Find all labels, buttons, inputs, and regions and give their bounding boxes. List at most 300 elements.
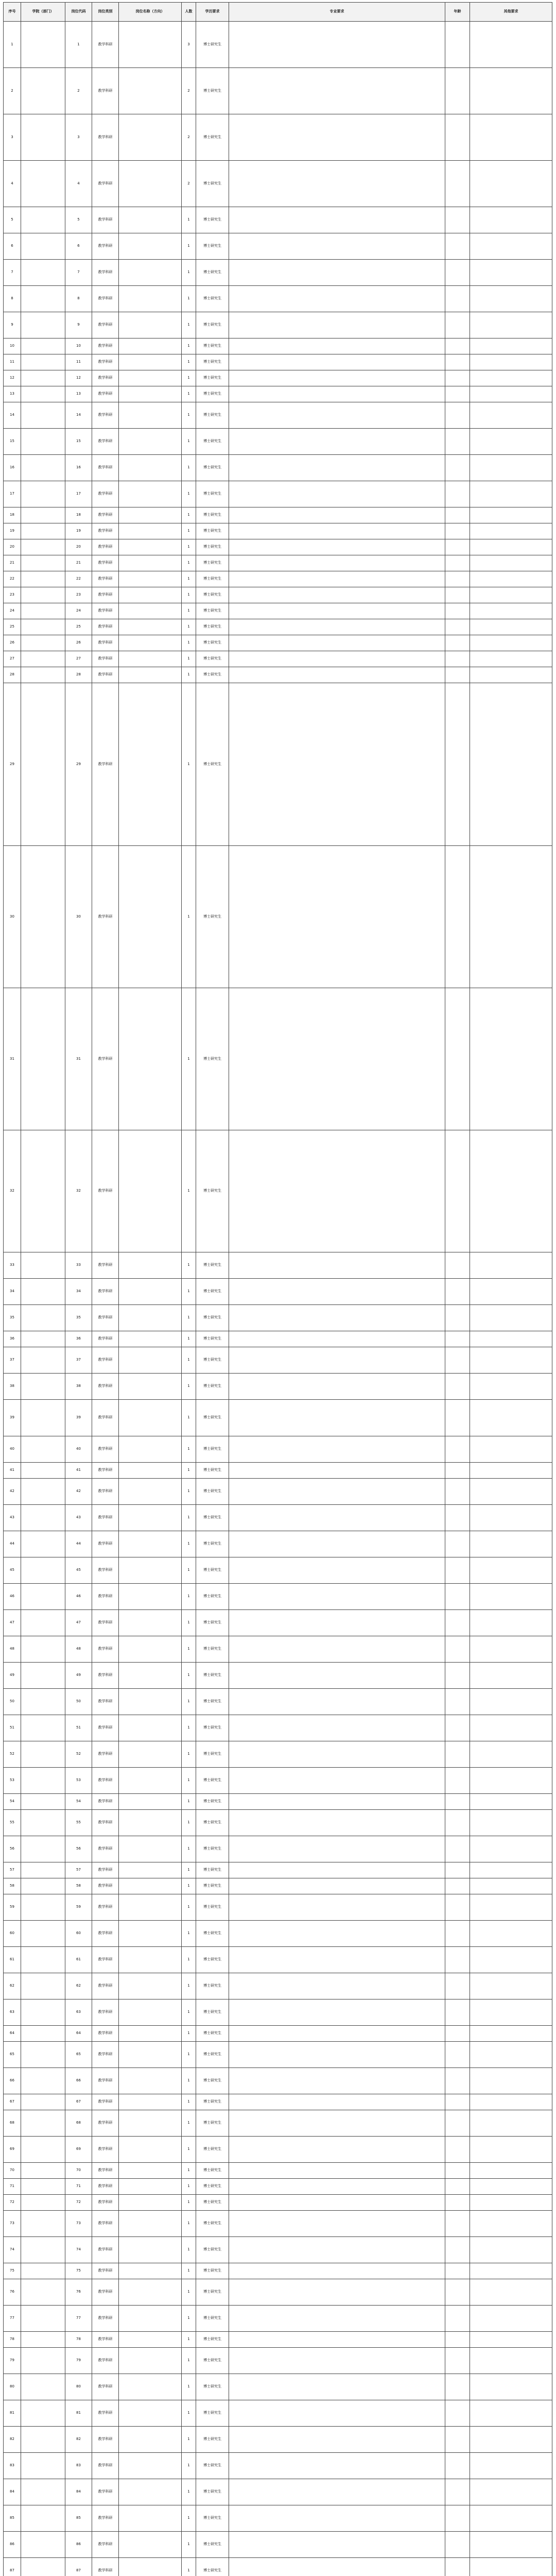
table-row	[4, 2427, 552, 2453]
cell-post-code: 79	[65, 2348, 92, 2374]
table-row	[4, 2332, 552, 2348]
table-row	[4, 2400, 552, 2427]
cell-post-code: 83	[65, 2453, 92, 2479]
table-row	[4, 1810, 552, 1836]
cell-major	[229, 2263, 445, 2279]
cell-college	[21, 161, 65, 207]
cell-college	[21, 2505, 65, 2532]
cell-post-code: 80	[65, 2374, 92, 2400]
cell-college	[21, 2348, 65, 2374]
cell-post-code: 81	[65, 2400, 92, 2427]
cell-post-type: 教学科研	[92, 114, 119, 161]
cell-age	[445, 370, 470, 386]
cell-college	[21, 114, 65, 161]
cell-post-code: 76	[65, 2279, 92, 2306]
table-row	[4, 260, 552, 286]
cell-count: 1	[182, 1331, 196, 1347]
cell-education: 博士研究生	[196, 507, 229, 523]
cell-college	[21, 1921, 65, 1947]
cell-seq: 73	[4, 2211, 21, 2237]
cell-post-code: 45	[65, 1557, 92, 1584]
cell-count: 1	[182, 2042, 196, 2068]
cell-post-code: 53	[65, 1768, 92, 1794]
cell-major	[229, 2400, 445, 2427]
table-row	[4, 233, 552, 260]
cell-age	[445, 683, 470, 846]
cell-seq: 9	[4, 312, 21, 338]
table-row	[4, 1279, 552, 1305]
cell-education: 博士研究生	[196, 312, 229, 338]
cell-age	[445, 988, 470, 1130]
cell-post-type: 教学科研	[92, 161, 119, 207]
table-row	[4, 2068, 552, 2094]
cell-college	[21, 2179, 65, 2195]
cell-post-code: 70	[65, 2163, 92, 2179]
cell-post-code: 34	[65, 1279, 92, 1305]
cell-college	[21, 2068, 65, 2094]
cell-post-code: 15	[65, 429, 92, 455]
cell-post-code: 5	[65, 207, 92, 233]
cell-post-code: 49	[65, 1663, 92, 1689]
cell-seq: 35	[4, 1305, 21, 1331]
cell-other	[470, 68, 552, 114]
cell-post-name	[119, 1810, 182, 1836]
cell-major	[229, 2026, 445, 2042]
cell-count: 1	[182, 1878, 196, 1894]
cell-education: 博士研究生	[196, 2179, 229, 2195]
table-row	[4, 667, 552, 683]
cell-age	[445, 2505, 470, 2532]
cell-other	[470, 2400, 552, 2427]
cell-other	[470, 2110, 552, 2137]
cell-age	[445, 846, 470, 988]
cell-count: 1	[182, 507, 196, 523]
table-header-row	[4, 3, 552, 22]
cell-count: 1	[182, 571, 196, 587]
cell-count: 2	[182, 161, 196, 207]
cell-major	[229, 338, 445, 354]
cell-seq: 87	[4, 2558, 21, 2576]
cell-post-type: 教学科研	[92, 2332, 119, 2348]
cell-other	[470, 1130, 552, 1252]
cell-seq: 36	[4, 1331, 21, 1347]
cell-age	[445, 2110, 470, 2137]
table-row	[4, 1463, 552, 1479]
header-major: 专业要求	[229, 3, 445, 22]
cell-post-name	[119, 587, 182, 603]
cell-age	[445, 161, 470, 207]
cell-college	[21, 2427, 65, 2453]
cell-seq: 23	[4, 587, 21, 603]
cell-count: 1	[182, 619, 196, 635]
cell-count: 1	[182, 1894, 196, 1921]
cell-education: 博士研究生	[196, 286, 229, 312]
cell-count: 1	[182, 2505, 196, 2532]
cell-age	[445, 1663, 470, 1689]
cell-post-code: 48	[65, 1636, 92, 1663]
table-row	[4, 2110, 552, 2137]
cell-college	[21, 2306, 65, 2332]
cell-seq: 83	[4, 2453, 21, 2479]
cell-seq: 70	[4, 2163, 21, 2179]
cell-age	[445, 1636, 470, 1663]
cell-post-code: 65	[65, 2042, 92, 2068]
table-row	[4, 2263, 552, 2279]
cell-age	[445, 260, 470, 286]
cell-count: 1	[182, 1531, 196, 1557]
cell-post-name	[119, 1794, 182, 1810]
cell-post-name	[119, 1741, 182, 1768]
cell-seq: 28	[4, 667, 21, 683]
cell-post-name	[119, 1531, 182, 1557]
cell-college	[21, 651, 65, 667]
cell-seq: 38	[4, 1374, 21, 1400]
cell-education: 博士研究生	[196, 68, 229, 114]
cell-age	[445, 2068, 470, 2094]
cell-major	[229, 1741, 445, 1768]
cell-count: 1	[182, 1479, 196, 1505]
cell-post-name	[119, 2163, 182, 2179]
cell-seq: 10	[4, 338, 21, 354]
cell-age	[445, 386, 470, 402]
cell-count: 1	[182, 988, 196, 1130]
cell-education: 博士研究生	[196, 2400, 229, 2427]
cell-education: 博士研究生	[196, 1689, 229, 1715]
cell-post-name	[119, 1663, 182, 1689]
cell-other	[470, 429, 552, 455]
cell-education: 博士研究生	[196, 1836, 229, 1862]
cell-age	[445, 619, 470, 635]
cell-seq: 76	[4, 2279, 21, 2306]
cell-post-type: 教学科研	[92, 571, 119, 587]
cell-seq: 75	[4, 2263, 21, 2279]
cell-major	[229, 161, 445, 207]
cell-education: 博士研究生	[196, 2332, 229, 2348]
table-row	[4, 2094, 552, 2110]
cell-post-type: 教学科研	[92, 2237, 119, 2263]
cell-post-name	[119, 1374, 182, 1400]
cell-college	[21, 988, 65, 1130]
cell-education: 博士研究生	[196, 161, 229, 207]
cell-post-code: 17	[65, 481, 92, 507]
cell-seq: 44	[4, 1531, 21, 1557]
cell-major	[229, 846, 445, 988]
cell-post-type: 教学科研	[92, 455, 119, 481]
cell-post-code: 85	[65, 2505, 92, 2532]
cell-age	[445, 1130, 470, 1252]
table-body	[4, 22, 552, 2576]
cell-other	[470, 22, 552, 68]
cell-other	[470, 571, 552, 587]
cell-education: 博士研究生	[196, 2279, 229, 2306]
cell-age	[445, 1999, 470, 2026]
cell-age	[445, 2558, 470, 2576]
cell-other	[470, 1636, 552, 1663]
cell-count: 1	[182, 2237, 196, 2263]
cell-other	[470, 1305, 552, 1331]
cell-college	[21, 312, 65, 338]
cell-other	[470, 1610, 552, 1636]
cell-post-code: 19	[65, 523, 92, 539]
cell-seq: 58	[4, 1878, 21, 1894]
cell-other	[470, 1794, 552, 1810]
cell-seq: 21	[4, 555, 21, 571]
cell-post-name	[119, 2137, 182, 2163]
cell-seq: 62	[4, 1973, 21, 1999]
cell-post-name	[119, 1400, 182, 1436]
cell-post-type: 教学科研	[92, 603, 119, 619]
cell-post-type: 教学科研	[92, 481, 119, 507]
cell-other	[470, 1400, 552, 1436]
cell-post-name	[119, 2110, 182, 2137]
cell-age	[445, 1921, 470, 1947]
cell-major	[229, 286, 445, 312]
cell-seq: 72	[4, 2195, 21, 2211]
cell-education: 博士研究生	[196, 1400, 229, 1436]
cell-post-name	[119, 1505, 182, 1531]
cell-post-name	[119, 683, 182, 846]
cell-count: 1	[182, 1663, 196, 1689]
cell-post-type: 教学科研	[92, 2211, 119, 2237]
cell-education: 博士研究生	[196, 338, 229, 354]
cell-seq: 53	[4, 1768, 21, 1794]
cell-post-type: 教学科研	[92, 1436, 119, 1463]
table-row	[4, 1768, 552, 1794]
cell-post-code: 1	[65, 22, 92, 68]
cell-major	[229, 370, 445, 386]
cell-count: 1	[182, 2195, 196, 2211]
cell-seq: 85	[4, 2505, 21, 2532]
cell-education: 博士研究生	[196, 2263, 229, 2279]
cell-major	[229, 2479, 445, 2505]
table-row	[4, 539, 552, 555]
cell-education: 博士研究生	[196, 2068, 229, 2094]
cell-education: 博士研究生	[196, 523, 229, 539]
cell-age	[445, 2163, 470, 2179]
cell-other	[470, 1973, 552, 1999]
cell-post-code: 11	[65, 354, 92, 370]
cell-post-code: 47	[65, 1610, 92, 1636]
cell-major	[229, 1794, 445, 1810]
cell-count: 1	[182, 1636, 196, 1663]
cell-other	[470, 1921, 552, 1947]
cell-major	[229, 507, 445, 523]
cell-age	[445, 539, 470, 555]
table-row	[4, 846, 552, 988]
cell-college	[21, 286, 65, 312]
cell-post-type: 教学科研	[92, 1252, 119, 1279]
cell-age	[445, 233, 470, 260]
table-row	[4, 1610, 552, 1636]
cell-age	[445, 1878, 470, 1894]
cell-age	[445, 555, 470, 571]
cell-seq: 25	[4, 619, 21, 635]
cell-post-type: 教学科研	[92, 386, 119, 402]
cell-age	[445, 635, 470, 651]
cell-other	[470, 2279, 552, 2306]
cell-other	[470, 2263, 552, 2279]
cell-education: 博士研究生	[196, 846, 229, 988]
cell-age	[445, 1479, 470, 1505]
cell-college	[21, 1584, 65, 1610]
cell-post-type: 教学科研	[92, 1584, 119, 1610]
cell-count: 1	[182, 2427, 196, 2453]
cell-age	[445, 507, 470, 523]
cell-post-code: 52	[65, 1741, 92, 1768]
cell-post-code: 4	[65, 161, 92, 207]
header-post-code: 岗位代码	[65, 3, 92, 22]
cell-post-type: 教学科研	[92, 1894, 119, 1921]
cell-education: 博士研究生	[196, 667, 229, 683]
cell-other	[470, 2332, 552, 2348]
cell-post-code: 57	[65, 1862, 92, 1878]
cell-age	[445, 429, 470, 455]
cell-major	[229, 312, 445, 338]
cell-post-type: 教学科研	[92, 1947, 119, 1973]
cell-post-type: 教学科研	[92, 22, 119, 68]
cell-post-code: 62	[65, 1973, 92, 1999]
cell-seq: 34	[4, 1279, 21, 1305]
cell-college	[21, 1947, 65, 1973]
cell-age	[445, 2400, 470, 2427]
cell-count: 1	[182, 523, 196, 539]
cell-seq: 8	[4, 286, 21, 312]
cell-major	[229, 2427, 445, 2453]
cell-post-code: 28	[65, 667, 92, 683]
cell-post-type: 教学科研	[92, 1557, 119, 1584]
cell-count: 1	[182, 635, 196, 651]
cell-education: 博士研究生	[196, 651, 229, 667]
cell-college	[21, 260, 65, 286]
cell-post-name	[119, 1921, 182, 1947]
cell-education: 博士研究生	[196, 619, 229, 635]
table-row	[4, 2179, 552, 2195]
cell-count: 1	[182, 455, 196, 481]
cell-major	[229, 1279, 445, 1305]
cell-post-code: 75	[65, 2263, 92, 2279]
cell-post-type: 教学科研	[92, 2179, 119, 2195]
cell-seq: 1	[4, 22, 21, 68]
cell-post-name	[119, 2211, 182, 2237]
cell-post-name	[119, 2400, 182, 2427]
cell-college	[21, 1463, 65, 1479]
cell-post-code: 31	[65, 988, 92, 1130]
cell-seq: 29	[4, 683, 21, 846]
cell-age	[445, 571, 470, 587]
cell-post-name	[119, 286, 182, 312]
cell-other	[470, 2137, 552, 2163]
cell-major	[229, 2505, 445, 2532]
cell-college	[21, 1331, 65, 1347]
cell-seq: 20	[4, 539, 21, 555]
cell-seq: 13	[4, 386, 21, 402]
cell-college	[21, 2400, 65, 2427]
cell-post-code: 33	[65, 1252, 92, 1279]
cell-age	[445, 354, 470, 370]
cell-major	[229, 1973, 445, 1999]
cell-post-type: 教学科研	[92, 402, 119, 429]
cell-seq: 17	[4, 481, 21, 507]
cell-count: 1	[182, 2348, 196, 2374]
cell-education: 博士研究生	[196, 114, 229, 161]
cell-age	[445, 1862, 470, 1878]
cell-seq: 12	[4, 370, 21, 386]
cell-college	[21, 2163, 65, 2179]
cell-education: 博士研究生	[196, 587, 229, 603]
cell-post-name	[119, 338, 182, 354]
cell-post-name	[119, 651, 182, 667]
table-row	[4, 1878, 552, 1894]
cell-major	[229, 1836, 445, 1862]
cell-seq: 19	[4, 523, 21, 539]
header-college: 学院（部门）	[21, 3, 65, 22]
cell-post-name	[119, 2306, 182, 2332]
cell-post-type: 教学科研	[92, 1973, 119, 1999]
cell-post-code: 87	[65, 2558, 92, 2576]
cell-college	[21, 22, 65, 68]
cell-education: 博士研究生	[196, 1331, 229, 1347]
cell-college	[21, 1973, 65, 1999]
cell-major	[229, 2137, 445, 2163]
cell-count: 1	[182, 1400, 196, 1436]
cell-seq: 57	[4, 1862, 21, 1878]
cell-post-name	[119, 1862, 182, 1878]
cell-post-type: 教学科研	[92, 2400, 119, 2427]
cell-post-code: 44	[65, 1531, 92, 1557]
cell-college	[21, 1768, 65, 1794]
cell-post-name	[119, 539, 182, 555]
cell-seq: 60	[4, 1921, 21, 1947]
cell-count: 1	[182, 1715, 196, 1741]
cell-seq: 7	[4, 260, 21, 286]
cell-major	[229, 1862, 445, 1878]
cell-other	[470, 2306, 552, 2332]
cell-post-type: 教学科研	[92, 507, 119, 523]
table-row	[4, 2453, 552, 2479]
cell-count: 1	[182, 2558, 196, 2576]
cell-age	[445, 1505, 470, 1531]
cell-major	[229, 1374, 445, 1400]
cell-other	[470, 2195, 552, 2211]
cell-college	[21, 2263, 65, 2279]
cell-post-type: 教学科研	[92, 1715, 119, 1741]
cell-post-code: 63	[65, 1999, 92, 2026]
cell-college	[21, 1878, 65, 1894]
cell-seq: 71	[4, 2179, 21, 2195]
cell-age	[445, 402, 470, 429]
cell-count: 2	[182, 114, 196, 161]
cell-count: 1	[182, 207, 196, 233]
cell-other	[470, 1436, 552, 1463]
cell-major	[229, 619, 445, 635]
cell-major	[229, 1305, 445, 1331]
cell-post-code: 3	[65, 114, 92, 161]
cell-seq: 24	[4, 603, 21, 619]
cell-other	[470, 370, 552, 386]
cell-seq: 16	[4, 455, 21, 481]
cell-education: 博士研究生	[196, 233, 229, 260]
cell-college	[21, 1531, 65, 1557]
cell-count: 1	[182, 429, 196, 455]
table-row	[4, 1331, 552, 1347]
cell-count: 1	[182, 1374, 196, 1400]
cell-education: 博士研究生	[196, 683, 229, 846]
cell-major	[229, 2279, 445, 2306]
cell-age	[445, 1894, 470, 1921]
cell-post-code: 58	[65, 1878, 92, 1894]
table-row	[4, 1636, 552, 1663]
cell-other	[470, 2558, 552, 2576]
